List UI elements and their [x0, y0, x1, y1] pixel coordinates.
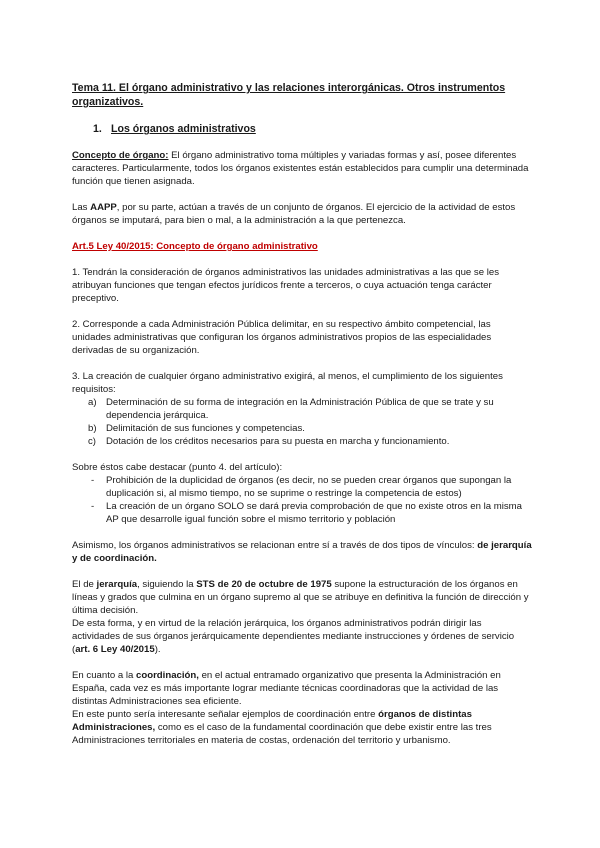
- list-item-text: Delimitación de sus funciones y competencias.: [106, 423, 305, 434]
- list-item: [72, 474, 532, 500]
- list-item-text: Dotación de los créditos necesarios para su puesta en marcha y funcionamiento.: [106, 436, 450, 447]
- document-body: [72, 81, 532, 747]
- jer-post: supone la estructuración de los órganos en líneas y grados que culmina en un órgano supremo al que se atribuye en definitiva la función de dirección y última decisión.: [72, 579, 529, 616]
- destacar-paragraph: Sobre éstos cabe destacar (punto 4. del artículo):: [72, 462, 283, 473]
- list-marker: b): [88, 423, 97, 434]
- list-marker: a): [88, 397, 97, 408]
- requirements-list: [72, 396, 532, 448]
- list-marker: -: [91, 475, 95, 486]
- concept-label: Concepto de órgano:: [72, 150, 169, 161]
- list-item-text: Prohibición de la duplicidad de órganos (es decir, no se pueden crear órganos que supongan la duplicación si, al mismo tiempo, no se suprime o restringe la competencia de estos): [106, 475, 512, 499]
- coordinacion-paragraph: [72, 669, 532, 708]
- concept-text: El órgano administrativo toma múltiples y variadas formas y así, posee diferentes caracteres. Particularmente, todos los órganos existentes están establecidos para cumplir una determinada función que tienen asignada.: [72, 150, 529, 187]
- coord-post: en el actual entramado organizativo que presenta la Administración en España, cada vez es más importante lograr mediante técnicas coordinadoras que la actividad de las distintas Administraciones sea eficiente.: [72, 670, 501, 707]
- aapp-pre: Las: [72, 202, 91, 213]
- jer2-post: ).: [154, 644, 161, 655]
- aapp-post: , por su parte, actúan a través de un conjunto de órganos. El ejercicio de la actividad de estos órganos se imputará, para bien o mal, a la administración a la que pertenezca.: [72, 202, 516, 226]
- aapp-bold: AAPP: [90, 202, 117, 213]
- dash-list: [72, 474, 532, 526]
- jer-pre: El de: [72, 579, 97, 590]
- asimismo-paragraph: [72, 539, 532, 565]
- jerarquia-paragraph: [72, 578, 532, 617]
- list-item: [72, 396, 532, 422]
- list-item: [72, 500, 532, 526]
- article-point-2: 2. Corresponde a cada Administración Pública delimitar, en su respectivo ámbito competencial, las unidades administrativas que configuran los órganos administrativos propios de las especialidades derivadas de su organización.: [72, 319, 492, 356]
- coord2-bold: órganos de distintas Administraciones,: [72, 709, 472, 733]
- page-title: Tema 11. El órgano administrativo y las relaciones interorgánicas. Otros instrumentos organizativos.: [72, 82, 506, 108]
- list-item: [72, 422, 532, 435]
- coord2-post: como es el caso de la fundamental coordinación que debe existir entre las tres Administraciones territoriales en materia de costas, ordenación del territorio y urbanismo.: [72, 722, 492, 746]
- jer2-pre: De esta forma, y en virtud de la relación jerárquica, los órganos administrativos podrán dirigir las actividades de sus órganos jerárquicamente dependientes mediante instrucciones y órdenes de servicio (: [72, 618, 515, 655]
- section-title: Los órganos administrativos: [111, 123, 256, 135]
- asimismo-text: Asimismo, los órganos administrativos se relacionan entre sí a través de dos tipos de vínculos:: [72, 540, 478, 551]
- list-item-text: Determinación de su forma de integración en la Administración Pública de que se trate y su dependencia jerárquica.: [106, 397, 494, 421]
- list-item-text: La creación de un órgano SOLO se dará previa comprobación de que no existe otros en la misma AP que desarrolle igual función sobre el mismo territorio y población: [106, 501, 522, 525]
- jer-mid: , siguiendo la: [137, 579, 197, 590]
- concept-paragraph: [72, 149, 532, 188]
- jerarquia-paragraph-2: [72, 617, 532, 656]
- section-heading: [93, 123, 532, 136]
- list-marker: -: [91, 501, 95, 512]
- coordinacion-paragraph-2: [72, 708, 532, 747]
- article-point-3: 3. La creación de cualquier órgano administrativo exigirá, al menos, el cumplimiento de los siguientes requisitos:: [72, 371, 503, 395]
- jer2-bold: art. 6 Ley 40/2015: [75, 644, 155, 655]
- article-heading: Art.5 Ley 40/2015: Concepto de órgano administrativo: [72, 241, 318, 252]
- coord-pre: En cuanto a la: [72, 670, 137, 681]
- list-item: [72, 435, 532, 448]
- jer-bold: jerarquía: [96, 579, 138, 590]
- section-number: 1.: [93, 123, 102, 135]
- coord2-pre: En este punto sería interesante señalar ejemplos de coordinación entre: [72, 709, 379, 720]
- list-marker: c): [88, 436, 96, 447]
- article-point-1: 1. Tendrán la consideración de órganos administrativos las unidades administrativas a las que se les atribuyan funciones que tengan efectos jurídicos frente a terceros, o cuya actuación tenga carácter preceptivo.: [72, 267, 499, 304]
- sts-bold: STS de 20 de octubre de 1975: [196, 579, 332, 590]
- asimismo-bold: de jerarquía y de coordinación.: [72, 540, 532, 564]
- coord-bold: coordinación,: [136, 670, 199, 681]
- aapp-paragraph: [72, 201, 532, 227]
